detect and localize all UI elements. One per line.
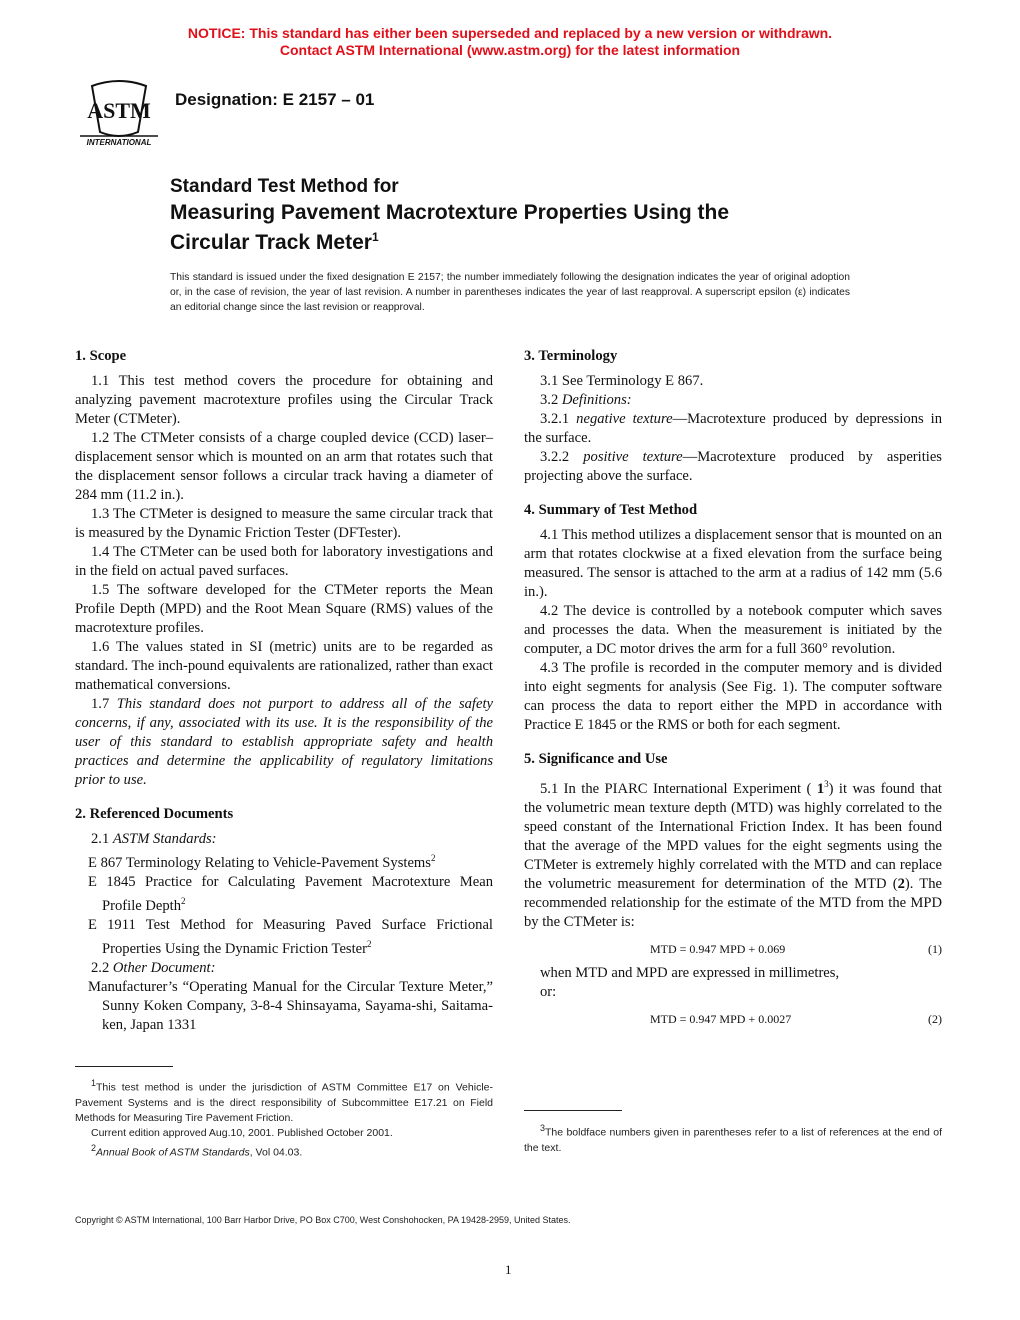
footnote-3: $^3$The boldface numbers given in parentheses refer to a list of references at the end of the text. — [524, 1123, 942, 1154]
title-line-2: Measuring Pavement Macrotexture Properties Using the — [170, 201, 729, 224]
left-column — [75, 346, 493, 1035]
ref-e1911: E 1911 Test Method for Measuring Paved Surface Frictional Properties Using the Dynamic Friction Tester$^2$ — [88, 916, 493, 957]
para-3-2-1: 3.2.1 negative texture—Macrotexture produced by depressions in the surface. — [524, 411, 942, 446]
logo-letters: ASTM — [87, 98, 151, 123]
para-3-1: 3.1 See Terminology E 867. — [540, 373, 704, 389]
withdrawal-notice — [0, 25, 1020, 59]
notice-line-2: Contact ASTM International (www.astm.org) for the latest information — [279, 42, 741, 58]
astm-logo — [78, 78, 160, 148]
title-line-3: Circular Track Meter — [170, 231, 372, 254]
logo-sub: INTERNATIONAL — [86, 138, 152, 147]
equation-2-formula: MTD = 0.947 MPD + 0.0027 — [650, 1011, 792, 1026]
para-1-7: 1.7 This standard does not purport to address all of the safety concerns, if any, associated with its use. It is the responsibility of the user of this standard to establish appropriate safety and health practices and determine the applicability of regulatory limitations prior to use. — [75, 696, 493, 788]
footnote-2: $^2$Annual Book of ASTM Standards, Vol 04.03. — [91, 1142, 303, 1158]
page-number: 1 — [505, 1262, 512, 1277]
significance-heading: 5. Significance and Use — [524, 751, 668, 767]
footnotes-right — [524, 1121, 942, 1156]
equation-units-note: when MTD and MPD are expressed in millimetres, — [540, 964, 840, 981]
equation-1-formula: MTD = 0.947 MPD + 0.069 — [650, 941, 786, 956]
footnotes-left — [75, 1076, 493, 1160]
title-footnote-ref: 1 — [371, 230, 379, 244]
para-4-1: 4.1 This method utilizes a displacement sensor that is mounted on an arm that rotates clockwise at a fixed elevation from the surface being measured. The sensor is attached to the arm at a radius of 142 mm (5.6 in.). — [524, 527, 942, 600]
referenced-documents-heading: 2. Referenced Documents — [75, 806, 234, 822]
footnote-divider-left — [75, 1066, 173, 1067]
ref-manufacturer-manual: Manufacturer’s “Operating Manual for the Circular Texture Meter,” Sunny Koken Company, 3-8-4 Shinsayama, Sayama-shi, Saitama-ken, Japan 1331 — [88, 978, 493, 1033]
scope-heading: 1. Scope — [75, 348, 127, 364]
footnote-1-edition: Current edition approved Aug.10, 2001. Published October 2001. — [91, 1126, 393, 1139]
para-5-1: 5.1 In the PIARC International Experiment ( $1^3$) it was found that the volumetric mean texture depth (MTD) was highly correlated to the speed constant of the International Friction Index. It has been found that the average of the MPD values for the eight segments using the CTMeter is extremely highly correlated with the MTD and can replace the volumetric measurement for determination of the MTD (2). The recommended relationship for the estimate of the MTD from the MPD by the CTMeter is: — [524, 779, 942, 930]
equation-1 — [524, 936, 942, 960]
para-4-2: 4.2 The device is controlled by a notebook computer which saves and processes the data. When the measurement is initiated by the computer, a DC motor drives the arm for a full 360° revolution. — [524, 603, 942, 657]
para-1-5: 1.5 The software developed for the CTMeter reports the Mean Profile Depth (MPD) and the Root Mean Square (RMS) values of the macrotexture profiles. — [75, 582, 493, 636]
copyright: Copyright © ASTM International, 100 Barr Harbor Drive, PO Box C700, West Conshohocken, PA 19428-2959, United States. — [75, 1215, 571, 1225]
summary-heading: 4. Summary of Test Method — [524, 502, 698, 518]
ref-e867: E 867 Terminology Relating to Vehicle-Pavement Systems$^2$ — [88, 853, 436, 871]
ref-e1845: E 1845 Practice for Calculating Pavement Macrotexture Mean Profile Depth$^2$ — [88, 873, 493, 914]
equation-1-number: (1) — [928, 941, 942, 956]
footnote-1: $^1$This test method is under the jurisdiction of ASTM Committee E17 on Vehicle-Pavement Systems and is the direct responsibility of Subcommittee E17.21 on Field Methods for Measuring Tire Pavement Friction. — [75, 1078, 493, 1124]
equation-or: or: — [540, 983, 557, 1000]
footnote-divider-right — [524, 1110, 622, 1111]
right-column — [524, 346, 942, 1034]
notice-line-1: NOTICE: This standard has either been superseded and replaced by a new version or withdrawn. — [187, 25, 833, 41]
para-1-1: 1.1 This test method covers the procedure for obtaining and analyzing pavement macrotexture profiles using the Circular Track Meter (CTMeter). — [75, 373, 493, 427]
equation-2 — [524, 1006, 942, 1030]
para-3-2-2: 3.2.2 positive texture—Macrotexture produced by asperities projecting above the surface. — [524, 449, 942, 484]
para-1-3: 1.3 The CTMeter is designed to measure the same circular track that is measured by the Dynamic Friction Tester (DFTester). — [75, 506, 493, 541]
para-4-3: 4.3 The profile is recorded in the computer memory and is divided into eight segments for analysis (See Fig. 1). The computer software can process the data to report either the MPD in accordance with Practice E 1845 or the RMS or both for each segment. — [524, 660, 942, 733]
title-main — [170, 200, 890, 255]
issued-statement: This standard is issued under the fixed designation E 2157; the number immediately following the designation indicates the year of original adoption or, in the case of revision, the year of last revision. A number in parentheses indicates the year of last reapproval. A superscript epsilon (ε) indicates an editorial change since the last revision or reapproval. — [170, 272, 850, 313]
para-2-2: 2.2 Other Document: — [91, 959, 216, 976]
equation-2-number: (2) — [928, 1011, 942, 1026]
designation: Designation: E 2157 – 01 — [175, 90, 375, 109]
para-1-4: 1.4 The CTMeter can be used both for laboratory investigations and in the field on actual paved surfaces. — [75, 544, 493, 579]
terminology-heading: 3. Terminology — [524, 348, 618, 364]
para-2-1: 2.1 ASTM Standards: — [91, 831, 217, 847]
para-1-2: 1.2 The CTMeter consists of a charge coupled device (CCD) laser– displacement sensor which is mounted on an arm that rotates such that the displacement sensor follows a circular track having a diameter of 284 mm (11.2 in.). — [75, 430, 493, 503]
title-line-1: Standard Test Method for — [170, 176, 399, 197]
para-1-6: 1.6 The values stated in SI (metric) units are to be regarded as standard. The inch-pound equivalents are rationalized, rather than exact mathematical conversions. — [75, 639, 493, 693]
para-3-2: 3.2 Definitions: — [540, 392, 632, 408]
